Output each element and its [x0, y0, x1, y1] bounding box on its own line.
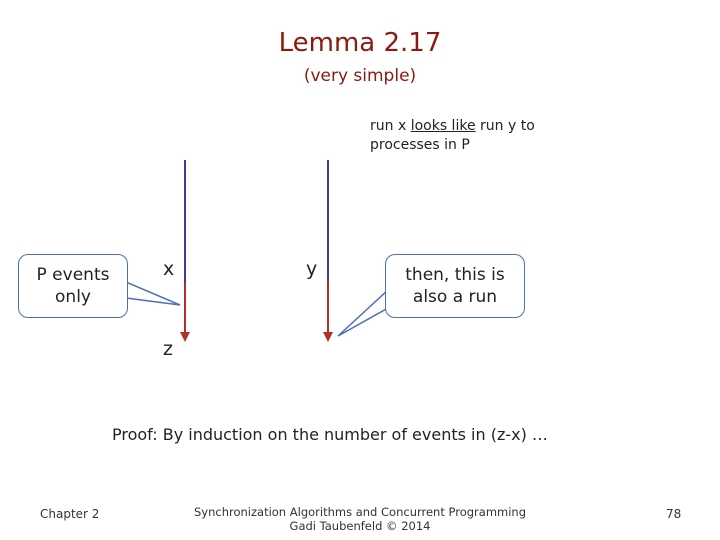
callout-left-pointer — [126, 282, 180, 305]
callout-left-line-1: P events — [36, 265, 110, 285]
slide-subtitle: (very simple) — [303, 66, 417, 86]
footer-page-number: 78 — [666, 507, 682, 521]
callout-p-events — [18, 254, 128, 318]
callout-right-line-1: then, this is — [405, 265, 505, 285]
callout-right-line-2: also a run — [412, 287, 498, 307]
slide-title: Lemma 2.17 — [278, 28, 442, 58]
callout-left-line-2: only — [55, 287, 91, 307]
proof-text: Proof: By induction on the number of events in (z-x) … — [112, 425, 548, 444]
footer-author: Gadi Taubenfeld © 2014 — [289, 519, 431, 533]
footer-book-info — [190, 505, 530, 533]
label-y: y — [306, 258, 318, 280]
note-suffix: run y to — [475, 118, 535, 134]
callout-right-pointer — [338, 290, 388, 336]
label-x: x — [163, 258, 175, 280]
run-z-arrowhead — [180, 332, 190, 342]
callout-also-a-run — [385, 254, 525, 318]
note-underlined: looks like — [410, 118, 476, 134]
label-z: z — [163, 338, 173, 360]
footer-book-title: Synchronization Algorithms and Concurrent Programming — [193, 505, 527, 519]
run-y-arrowhead — [323, 332, 333, 342]
note-line-2: processes in P — [370, 137, 470, 153]
note-prefix: run x — [370, 118, 411, 134]
footer-chapter: Chapter 2 — [40, 507, 100, 521]
